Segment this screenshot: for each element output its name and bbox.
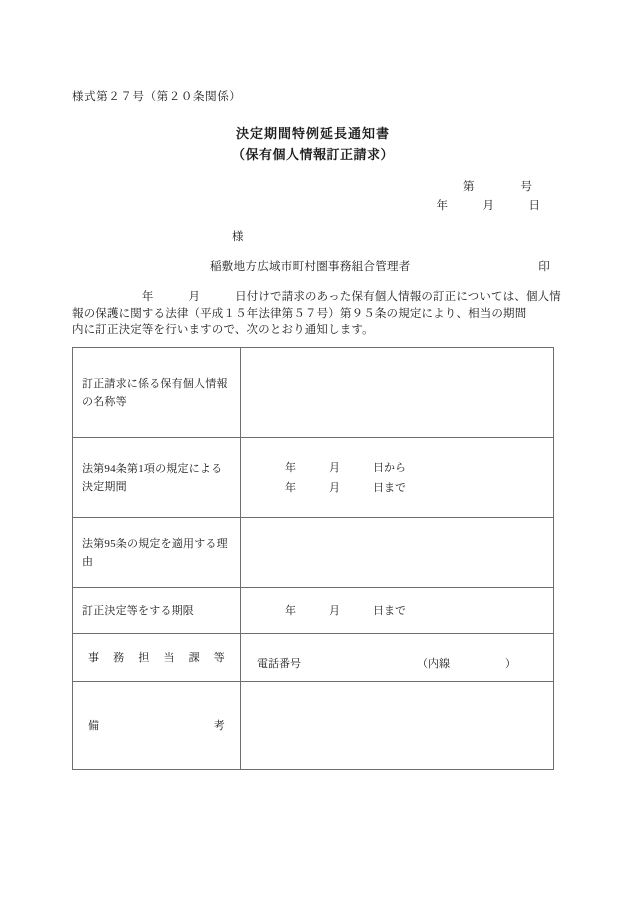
document-number-line: 第 号 [463,181,532,193]
label-char: 当 [163,651,175,664]
document-date-line: 年 月 日 [436,200,540,212]
title-line-1: 決定期間特例延長通知書 [235,126,390,141]
row-label-information-name: 訂正請求に係る保有個人情報の名称等 [73,348,241,438]
label-char: 課 [188,651,200,664]
row-value-decision-period[interactable] [241,438,554,518]
document-number-block [304,178,554,216]
addressee-honorific: 様 [232,231,244,243]
body-line-1: 年 月 日付けで請求のあった保有個人情報の訂正については、個人情 [72,291,561,303]
table-row [73,588,554,634]
issuer-name: 稲敷地方広域市町村圏事務組合管理者 [210,261,411,273]
table-row [73,348,554,438]
decision-period-from: 年 月 日から [285,461,406,474]
table-row [73,634,554,682]
label-char: 務 [113,651,125,664]
row-value-remarks[interactable] [241,682,554,770]
table-row [73,438,554,518]
decision-deadline-date: 年 月 日まで [285,604,406,617]
body-paragraph [72,289,561,339]
notification-table [72,347,554,770]
body-line-3: 内に訂正決定等を行いますので、次のとおり通知します。 [72,324,374,336]
row-value-information-name[interactable] [241,348,554,438]
label-char: 事 [88,651,100,664]
title-line-2: （保有個人情報訂正請求） [231,147,394,162]
row-label-decision-deadline: 訂正決定等をする期限 [73,588,241,634]
label-char: 等 [213,651,225,664]
row-label-reason: 法第95条の規定を適用する理由 [73,518,241,588]
document-sheet [72,0,561,903]
seal-mark: 印 [538,261,550,273]
label-char: 担 [138,651,150,664]
body-line-2: 報の保護に関する法律（平成１５年法律第５７号）第９５条の規定により、相当の期間 [72,307,527,320]
row-value-reason[interactable] [241,518,554,588]
issuer-block [210,258,554,274]
decision-period-to: 年 月 日まで [285,481,406,494]
telephone-extension-label: （内線 ） [417,658,516,670]
table-row [73,682,554,770]
form-number: 様式第２７号（第２０条関係） [72,91,242,103]
row-value-responsible-section[interactable] [241,634,554,682]
row-value-decision-deadline[interactable] [241,588,554,634]
page-title [72,123,554,165]
label-char: 考 [213,719,225,732]
row-label-responsible-section [73,634,241,682]
table-row [73,518,554,588]
row-label-decision-period: 法第94条第1項の規定による決定期間 [73,438,241,518]
row-label-remarks [73,682,241,770]
telephone-label: 電話番号 [257,658,301,670]
label-char: 備 [88,719,100,732]
